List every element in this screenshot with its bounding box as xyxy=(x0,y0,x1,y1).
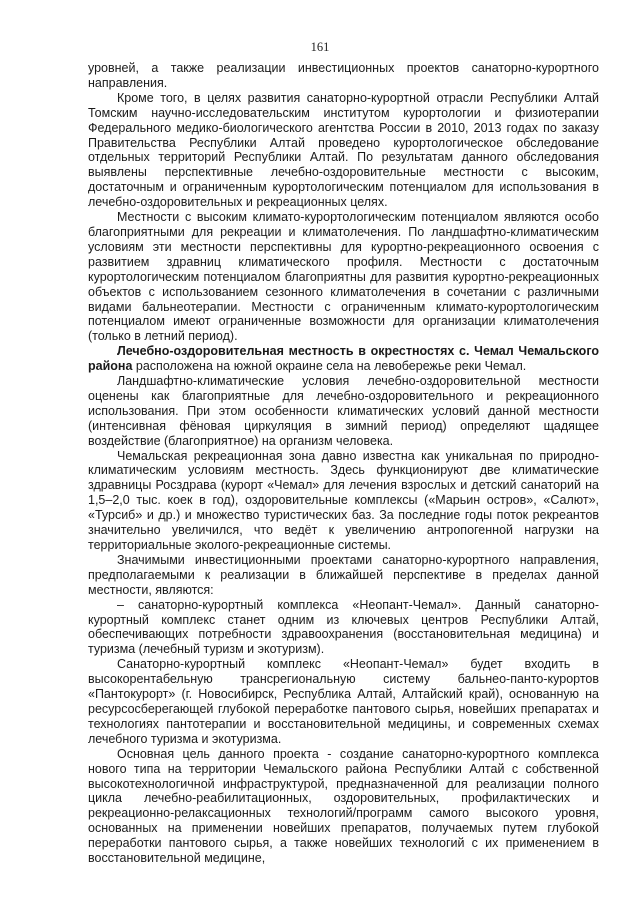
paragraph xyxy=(88,61,599,91)
text-column xyxy=(88,61,599,866)
paragraph xyxy=(88,344,599,374)
paragraph xyxy=(88,598,599,658)
paragraph-text: Санаторно-курортный комплекс «Неопант-Чемал» будет входить в высокорентабельную трансрегиональную систему бальнео-панто-курортов «Пантокурорт» (г. Новосибирск, Республика Алтай, Алтайский край), основанную на ресурсосберегающей глубокой переработке пантового сырья, новейших препаратах и технологиях пантотерапии и восстановительной медицины, и современных схемах лечебного туризма и экотуризма. xyxy=(88,657,599,746)
paragraph xyxy=(88,657,599,746)
paragraph-text: расположена на южной окраине села на левобережье реки Чемал. xyxy=(132,359,527,374)
paragraph-bold-lead: Лечебно-оздоровительная местность в окрестностях с. Чемал Чемальского района xyxy=(88,344,599,374)
paragraph-text: уровней, а также реализации инвестиционных проектов санаторно-курортного направления. xyxy=(88,61,599,90)
paragraph-text: – санаторно-курортный комплекса «Неопант-Чемал». Данный санаторно-курортный комплекс станет одним из ключевых центров Республики Алтай, обеспечивающих потребности здравоохранения (восстановительная медицина) и туризма (лечебный туризм и экотуризм). xyxy=(88,597,599,657)
paragraph xyxy=(88,374,599,449)
paragraph-text: Чемальская рекреационная зона давно известна как уникальная по природно-климатическим условиям местность. Здесь функционируют две климатические здравницы Росздрава (курорт «Чемал» для лечения взрослых и детский санаторий на 1,5–2,0 тыс. коек в год), оздоровительные комплексы («Марьин остров», «Салют», «Турсиб» и др.) и множество туристических баз. За последние годы поток рекреантов значительно увеличился, что ведёт к увеличению антропогенной нагрузки на территориальные эколого-рекреационные системы. xyxy=(88,448,599,552)
paragraph-text: Кроме того, в целях развития санаторно-курортной отрасли Республики Алтай Томским научно-исследовательским институтом курортологии и физиотерапии Федерального медико-биологического агентства России в 2010, 2013 годах по заказу Правительства Республики Алтай проведено курортологическое обследование отдельных территорий Республики Алтай. По результатам данного обследования выявлены перспективные лечебно-оздоровительные местности с высоким, достаточным и ограниченным курортологическим потенциалом для использования в лечебно-оздоровительных и рекреационных целях. xyxy=(88,90,599,210)
paragraph xyxy=(88,91,599,210)
paragraph-text: Значимыми инвестиционными проектами санаторно-курортного направления, предполагаемыми к реализации в ближайшей перспективе в пределах данной местности, являются: xyxy=(88,552,599,597)
paragraph-text: Ландшафтно-климатические условия лечебно-оздоровительной местности оценены как благоприятные для лечебно-оздоровительного и рекреационного использования. При этом особенности климатических условий данной местности (интенсивная фёновая циркуляция в зимний период) определяют щадящее воздействие (благоприятное) на организм человека. xyxy=(88,374,599,448)
paragraph xyxy=(88,553,599,598)
page-number: 161 xyxy=(310,40,330,54)
paragraph-text: Местности с высоким климато-курортологическим потенциалом являются особо благоприятными для рекреации и климатолечения. По ландшафтно-климатическим условиям эти местности перспективны для курортно-рекреационного освоения с развитием здравниц климатического профиля. Местности с достаточным курортологическим потенциалом благоприятны для развития курортно-рекреационных объектов с использованием сезонного климатолечения в сочетании с различными видами бальнеотерапии. Местности с ограниченным климато-курортологическим потенциалом имеют ограниченные возможности для организации климатолечения (только в летний период). xyxy=(88,210,599,344)
paragraph xyxy=(88,449,599,553)
paragraph-text: Основная цель данного проекта - создание санаторно-курортного комплекса нового типа на территории Чемальского района Республики Алтай с собственной высокотехнологичной инфраструктурой, предназначенной для реализации полного цикла лечебно-реабилитационных, оздоровительных, профилактических и рекреационно-релаксационных технологий/программ самого высокого уровня, основанных на применении новейших препаратов, получаемых путем глубокой переработки пантового сырья, а также новейших технологий с их применением в восстановительной медицине, xyxy=(88,746,599,866)
paragraph xyxy=(88,210,599,344)
paragraph xyxy=(88,747,599,866)
